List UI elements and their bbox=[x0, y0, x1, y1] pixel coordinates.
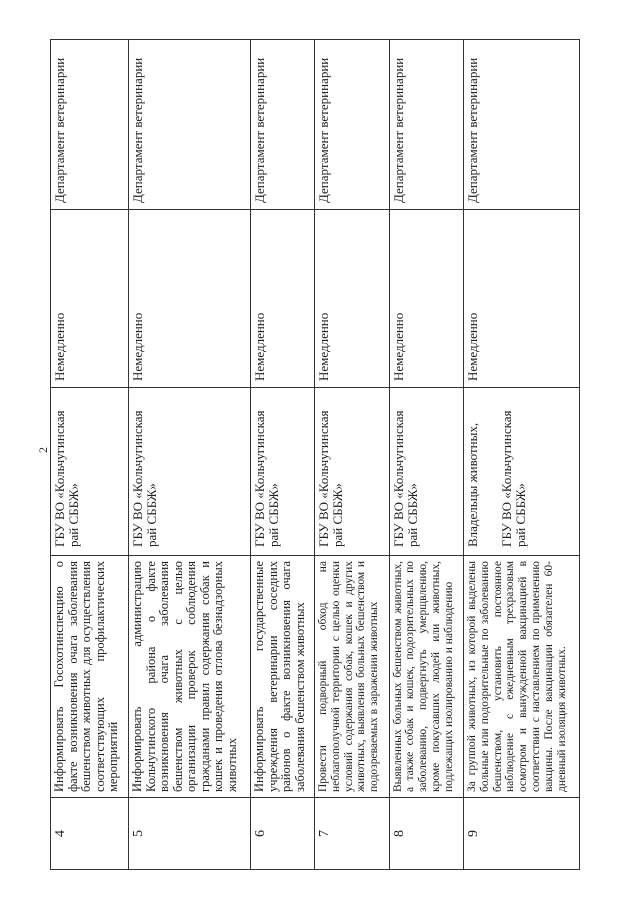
control-cell: Департамент ветеринарии bbox=[51, 40, 129, 210]
control-cell: Департамент ветеринарии bbox=[389, 40, 463, 210]
responsible-line: ГБУ ВО «Кольчугинская bbox=[130, 410, 146, 547]
action-cell: За группой животных, из которой выделены больные или подозрительные по заболеванию бешенством, установить постоянное наблюдение с ежедневным трехразовым осмотром и вынужденной вакцинацией в соответствии с наставлением по применению вакцины. После вакцинации обязателен 60-дневный изоляция животных. bbox=[463, 556, 579, 798]
table-row bbox=[51, 40, 129, 870]
table-row bbox=[463, 40, 579, 870]
row-number: 5 bbox=[129, 798, 251, 870]
responsible-line: ГБУ ВО «Кольчугинская bbox=[316, 410, 332, 547]
term-cell: Немедленно bbox=[315, 210, 389, 388]
spacer bbox=[480, 393, 500, 547]
control-cell: Департамент ветеринарии bbox=[463, 40, 579, 210]
responsible-line: рай СББЖ» bbox=[330, 483, 346, 547]
responsible-cell bbox=[251, 388, 315, 556]
page-number: 2 bbox=[36, 447, 50, 453]
responsible-line: рай СББЖ» bbox=[512, 483, 528, 547]
control-cell: Департамент ветеринарии bbox=[251, 40, 315, 210]
term-cell: Немедленно bbox=[251, 210, 315, 388]
action-cell: Информировать администрацию Кольчугинского района о факте возникновения очага заболевания бешенством животных с целью организации проверок соблюдения гражданами правил содержания собак и кошек и проведения отлова безнадзорных животных bbox=[129, 556, 251, 798]
action-cell: Выявленных больных бешенством животных, а также собак и кошек, подозрительных по заболеванию, подвергнуть умерщвлению, кроме покусавших людей или животных, подлежащих изолированию и наблюдению bbox=[389, 556, 463, 798]
responsible-cell bbox=[51, 388, 129, 556]
action-plan-table bbox=[50, 40, 580, 870]
term-cell: Немедленно bbox=[51, 210, 129, 388]
responsible-line: ГБУ ВО «Кольчугинская bbox=[390, 410, 406, 547]
responsible-line: рай СББЖ» bbox=[66, 483, 81, 547]
responsible-line: ГБУ ВО «Кольчугинская bbox=[52, 410, 67, 547]
control-cell: Департамент ветеринарии bbox=[315, 40, 389, 210]
responsible-owners: Владельцы животных, bbox=[464, 422, 480, 547]
term-cell: Немедленно bbox=[463, 210, 579, 388]
responsible-line: рай СББЖ» bbox=[144, 483, 160, 547]
row-number: 7 bbox=[315, 798, 389, 870]
responsible-cell bbox=[463, 388, 579, 556]
responsible-line: рай СББЖ» bbox=[404, 483, 420, 547]
control-cell: Департамент ветеринарии bbox=[129, 40, 251, 210]
row-number: 9 bbox=[463, 798, 579, 870]
responsible-cell bbox=[129, 388, 251, 556]
responsible-line: ГБУ ВО «Кольчугинская bbox=[252, 410, 268, 547]
responsible-cell bbox=[389, 388, 463, 556]
row-number: 8 bbox=[389, 798, 463, 870]
term-cell: Немедленно bbox=[129, 210, 251, 388]
responsible-cell bbox=[315, 388, 389, 556]
row-number: 6 bbox=[251, 798, 315, 870]
row-number: 4 bbox=[51, 798, 129, 870]
table-row bbox=[251, 40, 315, 870]
action-cell: Информировать Госохотинспекцию о факте возникновения очага заболевания бешенством животных для осуществления соответствующих профилактических мероприятий bbox=[51, 556, 129, 798]
table-row bbox=[315, 40, 389, 870]
responsible-line: рай СББЖ» bbox=[266, 483, 282, 547]
term-cell: Немедленно bbox=[389, 210, 463, 388]
responsible-line: ГБУ ВО «Кольчугинская bbox=[498, 410, 514, 547]
action-cell: Провести подворный обход на неблагополучной территории с целью оценки условий содержания собак, кошек и других животных, выявления больных бешенством и подозреваемых в заражении животных bbox=[315, 556, 389, 798]
table-row bbox=[129, 40, 251, 870]
action-cell: Информировать государственные учреждения ветеринарии соседних районов о факте возникновения очага заболевания бешенством животных bbox=[251, 556, 315, 798]
table-row bbox=[389, 40, 463, 870]
